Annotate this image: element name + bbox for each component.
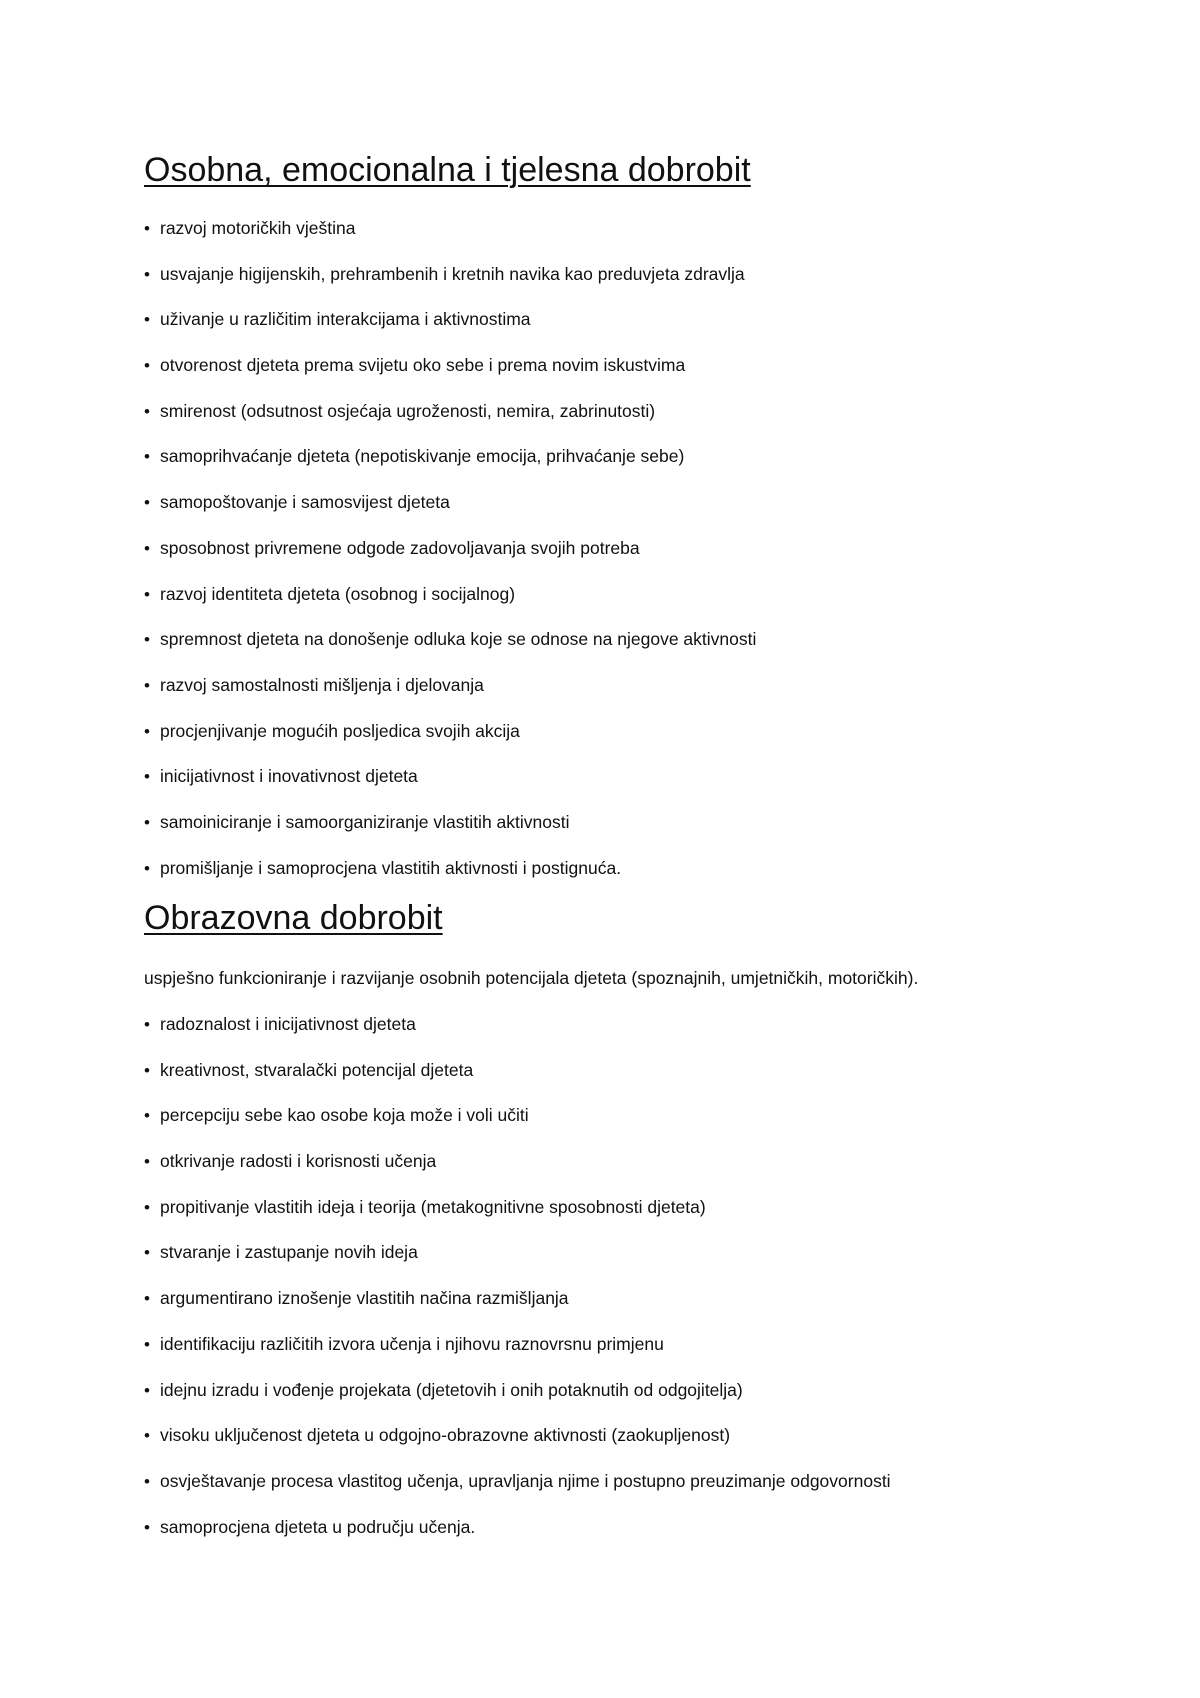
section-heading-personal-wellbeing: Osobna, emocionalna i tjelesna dobrobit bbox=[144, 151, 751, 189]
list-item-text: razvoj samostalnosti mišljenja i djelovanja bbox=[160, 674, 484, 695]
list-item-text: samoiniciranje i samoorganiziranje vlastitih aktivnosti bbox=[160, 811, 570, 832]
list-item bbox=[144, 1240, 891, 1286]
list-item bbox=[144, 490, 756, 536]
list-item-text: samoprocjena djeteta u području učenja. bbox=[160, 1516, 476, 1537]
list-item-text: idejnu izradu i vođenje projekata (djetetovih i onih potaknutih od odgojitelja) bbox=[160, 1379, 743, 1400]
list-item-text: samoprihvaćanje djeteta (nepotiskivanje emocija, prihvaćanje sebe) bbox=[160, 446, 685, 467]
bullet-icon: • bbox=[144, 1106, 150, 1126]
bullet-icon: • bbox=[144, 1015, 150, 1034]
bullet-icon: • bbox=[144, 1243, 150, 1263]
list-item-text: razvoj identiteta djeteta (osobnog i socijalnog) bbox=[160, 583, 516, 604]
bullet-icon: • bbox=[144, 675, 150, 695]
list-item-text: otkrivanje radosti i korisnosti učenja bbox=[160, 1151, 437, 1172]
list-item bbox=[144, 764, 756, 810]
list-item-text: otvorenost djeteta prema svijetu oko sebe i prema novim iskustvima bbox=[160, 355, 686, 376]
bullet-icon: • bbox=[144, 1471, 150, 1491]
bullet-icon: • bbox=[144, 1197, 150, 1217]
list-item-text: osvještavanje procesa vlastitog učenja, upravljanja njime i postupno preuzimanje odgovornosti bbox=[160, 1470, 891, 1491]
bullet-icon: • bbox=[144, 493, 150, 513]
list-item bbox=[144, 262, 756, 308]
personal-wellbeing-list bbox=[144, 216, 756, 901]
list-item-text: radoznalost i inicijativnost djeteta bbox=[160, 1014, 416, 1034]
bullet-icon: • bbox=[144, 401, 150, 421]
list-item bbox=[144, 582, 756, 628]
bullet-icon: • bbox=[144, 1152, 150, 1172]
list-item-text: kreativnost, stvaralački potencijal djeteta bbox=[160, 1059, 474, 1080]
list-item bbox=[144, 810, 756, 856]
list-item-text: stvaranje i zastupanje novih ideja bbox=[160, 1242, 418, 1263]
list-item bbox=[144, 1286, 891, 1332]
list-item bbox=[144, 1012, 891, 1058]
list-item bbox=[144, 444, 756, 490]
bullet-icon: • bbox=[144, 584, 150, 604]
list-item bbox=[144, 1423, 891, 1469]
list-item-text: identifikaciju različitih izvora učenja i njihovu raznovrsnu primjenu bbox=[160, 1333, 664, 1354]
bullet-icon: • bbox=[144, 310, 150, 330]
bullet-icon: • bbox=[144, 767, 150, 787]
bullet-icon: • bbox=[144, 1060, 150, 1080]
bullet-icon: • bbox=[144, 356, 150, 376]
list-item bbox=[144, 719, 756, 765]
list-item-text: razvoj motoričkih vještina bbox=[160, 218, 356, 238]
list-item bbox=[144, 1332, 891, 1378]
list-item bbox=[144, 627, 756, 673]
bullet-icon: • bbox=[144, 1380, 150, 1400]
section-heading-educational-wellbeing: Obrazovna dobrobit bbox=[144, 899, 443, 937]
list-item-text: samopoštovanje i samosvijest djeteta bbox=[160, 492, 450, 513]
bullet-icon: • bbox=[144, 858, 150, 878]
list-item bbox=[144, 673, 756, 719]
list-item bbox=[144, 399, 756, 445]
list-item bbox=[144, 1103, 891, 1149]
list-item bbox=[144, 1149, 891, 1195]
list-item bbox=[144, 536, 756, 582]
list-item-text: percepciju sebe kao osobe koja može i voli učiti bbox=[160, 1105, 529, 1126]
list-item-text: procjenjivanje mogućih posljedica svojih akcija bbox=[160, 720, 520, 741]
bullet-icon: • bbox=[144, 1517, 150, 1537]
list-item-text: usvajanje higijenskih, prehrambenih i kretnih navika kao preduvjeta zdravlja bbox=[160, 263, 745, 284]
list-item-text: propitivanje vlastitih ideja i teorija (metakognitivne sposobnosti djeteta) bbox=[160, 1196, 706, 1217]
list-item bbox=[144, 1469, 891, 1515]
bullet-icon: • bbox=[144, 1426, 150, 1446]
bullet-icon: • bbox=[144, 721, 150, 741]
list-item-text: inicijativnost i inovativnost djeteta bbox=[160, 766, 418, 787]
list-item-text: smirenost (odsutnost osjećaja ugroženosti, nemira, zabrinutosti) bbox=[160, 400, 656, 421]
list-item-text: promišljanje i samoprocjena vlastitih aktivnosti i postignuća. bbox=[160, 857, 622, 878]
bullet-icon: • bbox=[144, 264, 150, 284]
list-item-text: visoku uključenost djeteta u odgojno-obrazovne aktivnosti (zaokupljenost) bbox=[160, 1425, 731, 1446]
educational-wellbeing-list bbox=[144, 1012, 891, 1560]
list-item bbox=[144, 307, 756, 353]
list-item bbox=[144, 856, 756, 902]
bullet-icon: • bbox=[144, 1289, 150, 1309]
list-item bbox=[144, 353, 756, 399]
bullet-icon: • bbox=[144, 630, 150, 650]
list-item-text: argumentirano iznošenje vlastitih načina razmišljanja bbox=[160, 1288, 569, 1309]
list-item bbox=[144, 1058, 891, 1104]
bullet-icon: • bbox=[144, 447, 150, 467]
list-item-text: spremnost djeteta na donošenje odluka koje se odnose na njegove aktivnosti bbox=[160, 629, 757, 650]
bullet-icon: • bbox=[144, 812, 150, 832]
list-item bbox=[144, 1378, 891, 1424]
list-item bbox=[144, 216, 756, 262]
list-item-text: sposobnost privremene odgode zadovoljavanja svojih potreba bbox=[160, 537, 640, 558]
educational-wellbeing-intro: uspješno funkcioniranje i razvijanje osobnih potencijala djeteta (spoznajnih, umjetničkih, motoričkih). bbox=[144, 968, 919, 988]
bullet-icon: • bbox=[144, 219, 150, 238]
list-item-text: uživanje u različitim interakcijama i aktivnostima bbox=[160, 309, 531, 330]
bullet-icon: • bbox=[144, 1334, 150, 1354]
bullet-icon: • bbox=[144, 538, 150, 558]
list-item bbox=[144, 1515, 891, 1561]
list-item bbox=[144, 1195, 891, 1241]
